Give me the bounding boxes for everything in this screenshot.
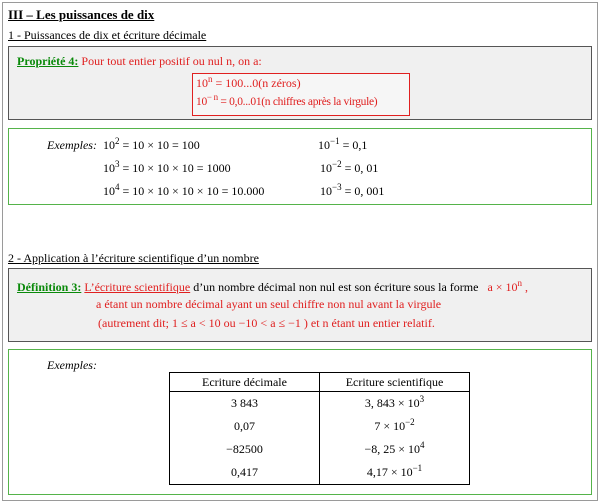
table-cell-decimal: 3 843 <box>170 392 320 416</box>
scientific-notation-table <box>169 372 470 485</box>
table-header-row <box>170 373 470 392</box>
example-row-3-right: $10^{-3} = 0$, 001 <box>320 182 385 198</box>
definition-line-2: a étant un nombre décimal ayant un seul chiffre non nul avant la virgule <box>96 297 442 311</box>
table-header-scientific: Ecriture scientifique <box>320 373 470 392</box>
definition-line-1 <box>17 280 528 295</box>
examples-label-2: Exemples: <box>47 358 97 372</box>
table-row <box>170 415 470 438</box>
property-formula-2: $10^{- n} = 0,0...01(n$ chiffres après la virgule) <box>196 92 378 108</box>
property-line <box>17 54 262 69</box>
table-cell-scientific: −8, $25 \times 10^4$ <box>320 438 470 461</box>
table-cell-decimal: 0,07 <box>170 415 320 438</box>
definition-term: L’écriture scientifique <box>84 280 191 294</box>
table-row <box>170 438 470 461</box>
definition-line-3: (autrement dit; 1 ≤ a < 10 ou −10 < a ≤ −1 ) et n étant un entier relatif. <box>98 316 435 330</box>
definition-form: $a \times 10^n$ , <box>487 278 529 294</box>
table-cell-decimal: −82500 <box>170 438 320 461</box>
table-cell-decimal: 0,417 <box>170 461 320 485</box>
example-row-1-left: $10^2 = 10 \times 10 = 100$ <box>103 136 200 152</box>
definition-label: Définition 3: <box>17 280 82 294</box>
examples-label-1: Exemples: <box>47 138 97 152</box>
table-header-decimal: Ecriture décimale <box>170 373 320 392</box>
table-row <box>170 461 470 485</box>
section-title: III – Les puissances de dix <box>8 7 155 22</box>
table-cell-scientific: $4,17 \times 10^{-1}$ <box>320 461 470 485</box>
subsection-2-title: 2 - Application à l’écriture scientifique d’un nombre <box>8 251 259 265</box>
example-row-2-left: $10^3 = 10 \times 10 \times 10 = 1000$ <box>103 159 231 175</box>
table-cell-scientific: $7 \times 10^{-2}$ <box>320 415 470 438</box>
definition-text: d’un nombre décimal non nul est son écriture sous la forme <box>190 280 479 294</box>
example-row-1-right: $10^{-1} = 0,1$ <box>318 136 368 152</box>
subsection-1-title: 1 - Puissances de dix et écriture décimale <box>8 28 207 42</box>
table-row <box>170 392 470 416</box>
table-cell-scientific: 3, $843 \times 10^3$ <box>320 392 470 416</box>
example-row-3-left: $10^4 = 10 \times 10 \times 10 \times 10 = 10.000$ <box>103 182 265 198</box>
example-row-2-right: $10^{-2} = 0$, 01 <box>320 159 379 175</box>
property-text: Pour tout entier positif ou nul n, on a: <box>81 54 262 68</box>
property-formula-1: $10^n = 100...0(n$ zéros) <box>196 74 301 90</box>
property-label: Propriété 4: <box>17 54 79 68</box>
